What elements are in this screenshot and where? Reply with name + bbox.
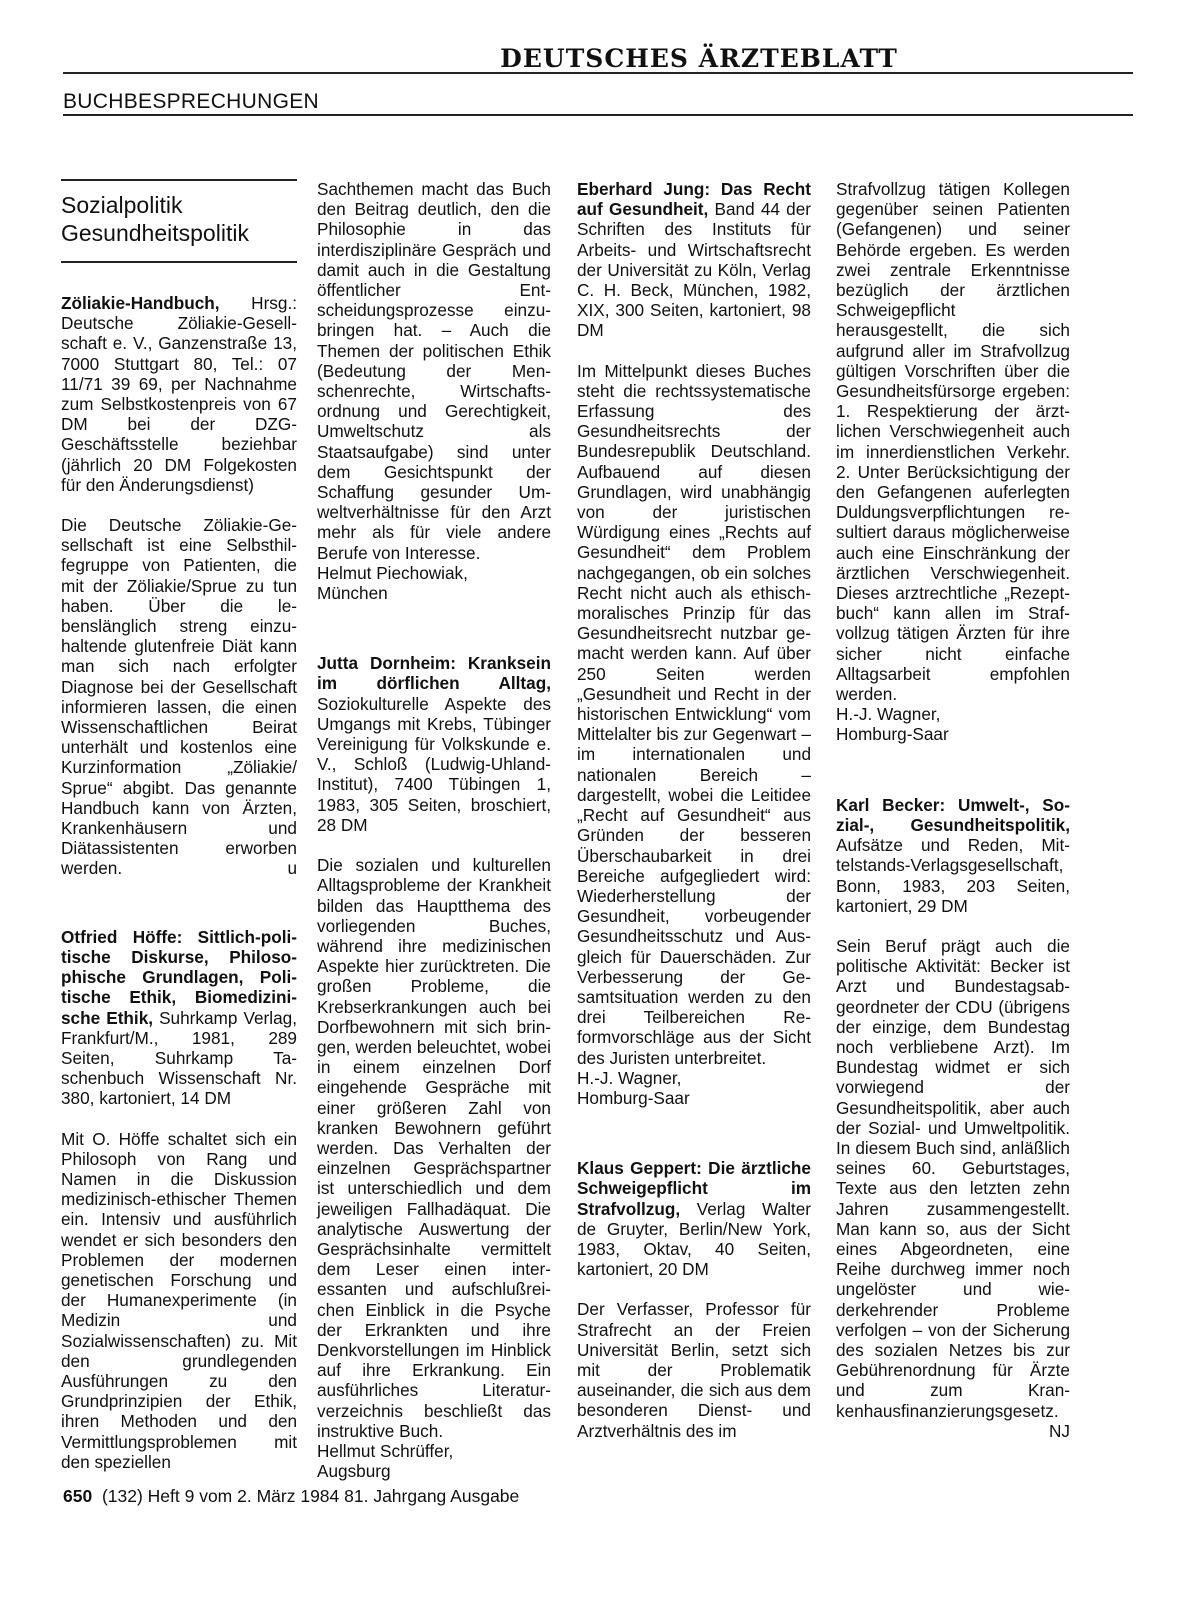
review-6-details: Aufsätze und Reden, Mittelstands-Verlagsgesellschaft, Bonn, 1983, 203 Seiten, kartoniert, 29 DM — [836, 835, 1070, 916]
page-number: 650 — [63, 1486, 93, 1506]
review-1-signature: u — [287, 858, 297, 879]
issue-info: (132) Heft 9 vom 2. März 1984 81. Jahrgang Ausgabe — [101, 1486, 520, 1506]
review-2-signature-name: Helmut Piechowiak, — [317, 562, 468, 583]
review-4-text: Im Mittelpunkt dieses Buches steht die rechtssystematische Erfassung des Gesundheitsrechts der Bundesrepublik Deutschland. Aufbauend auf diesen Grundlagen, wird unabhängig von der juristischen Würdigung eines „Rechts auf Gesundheit“ dem Problem nachgegangen, ob ein solches Recht nicht auch als ethisch-moralisches Prinzip für das Gesundheitsrecht nutzbar gemacht werden kann. Auf über 250 Seiten werden „Gesundheit und Recht in der historischen Entwicklung“ vom Mittelalter bis zur Gegenwart – im internationalen und nationalen Bereich – dargestellt, wobei die Leitidee „Recht auf Gesundheit“ aus Gründen der besseren Überschaubarkeit in drei Bereiche aufgegliedert wird: Wiederherstellung der Gesundheit, vorbeugender Gesundheitsschutz und Ausgleich für Dauerschäden. Zur Verbesserung der Gesamtsituation werden zu den drei Teilbereichen Reformvorschläge aus der Sicht des Juristen unterbreitet. — [577, 360, 811, 1068]
rubric-top-rule — [61, 179, 297, 181]
review-4-title: Eberhard Jung: Das Recht auf Gesundheit, — [577, 179, 811, 220]
review-1-title: Zöliakie-Handbuch, — [61, 293, 220, 313]
review-3-signature-place: Augsburg — [317, 1461, 391, 1482]
section-rule — [63, 114, 1133, 116]
review-3-text: Die sozialen und kulturellen Alltagsprobleme der Krankheit bilden das Hauptthema des vorliegenden Buches, während ihre medizinischen Aspekte hier zurücktreten. Die großen Probleme, die Krebserkrankungen auch bei Dorfbewohnern mit sich bringen, werden beleuchtet, wobei in einem einzelnen Dorf eingehende Gespräche mit einer größeren Zahl von kranken Bewohnern geführt werden. Das Verhalten der einzelnen Gesprächspartner ist unterschiedlich und dem jeweiligen Fallhadäquat. Die analytische Auswertung der Gesprächsinhalte vermittelt dem Leser einen interessanten und aufschlußreichen Einblick in die Psyche der Erkrankten und ihre Denkvorstellungen im Hinblick auf ihre Erkrankung. Ein ausführliches Literaturverzeichnis beschließt das instruktive Buch. — [317, 855, 551, 1441]
review-6-title: Karl Becker: Umwelt-, Sozial-, Gesundheitspolitik, — [836, 794, 1070, 835]
review-5-signature-name: H.-J. Wagner, — [836, 704, 941, 725]
rubric-line-2: Gesundheitspolitik — [61, 220, 249, 246]
rubric-heading — [61, 191, 297, 247]
review-3-signature — [317, 1441, 551, 1481]
review-4-bibliography — [577, 179, 811, 341]
review-3-details: Soziokulturelle Aspekte des Umgangs mit Krebs, Tübinger Vereinigung für Volkskunde e. V., Schloß (Ludwig-Uhland-Institut), 7400 Tübingen 1, 1983, 305 Seiten, broschiert, 28 DM — [317, 693, 551, 835]
review-5-title: Klaus Geppert: Die ärztliche Schweigepflicht im Strafvollzug, — [577, 1158, 811, 1219]
review-2-signature — [317, 563, 551, 603]
review-2-title: Otfried Höffe: Sittlich-politische Diskurse, Philosophische Grundlagen, Politische Ethik, Biomedizinische Ethik, — [61, 926, 297, 1028]
review-2-signature-place: München — [317, 583, 388, 604]
column-1 — [61, 179, 297, 1472]
review-4-signature-place: Homburg-Saar — [577, 1087, 690, 1108]
review-2-text-part-2: Sachthemen macht das Buch den Beitrag deutlich, den die Philosophie in das interdisziplinäre Gespräch und damit auch in die Gestaltung öffentlicher Entscheidungsprozesse einzubringen hat. – Auch die Themen der politischen Ethik (Bedeutung der Menschenrechte, Wirtschaftsordnung und Gerechtigkeit, Umweltschutz als Staatsaufgabe) sind unter dem Gesichtspunkt der Schaffung gesunder Umweltverhältnisse für den Arzt mehr als für viele andere Berufe von Interesse. — [317, 179, 551, 563]
review-6-bibliography — [836, 795, 1070, 916]
review-5-signature — [836, 704, 1070, 744]
review-5-bibliography — [577, 1158, 811, 1279]
review-1-text — [61, 515, 297, 879]
review-6-text — [836, 935, 1070, 1441]
review-1-details: Hrsg.: Deutsche Zöliakie-Gesellschaft e. V., Ganzenstraße 13, 7000 Stuttgart 80, Tel.: 07 11/71 39 69, per Nachnahme zum Selbstkostenpreis von 67 DM bei der DZG-Geschäftsstelle beziehbar (jährlich 20 DM Folgekosten für den Änderungsdienst) — [61, 293, 297, 495]
review-6-body: Sein Beruf prägt auch die politische Aktivität: Becker ist Arzt und Bundestagsabgeordneter der CDU (übrigens der einzige, dem Bundestag noch verbliebene Arzt). Im Bundestag widmet er sich vorwiegend der Gesundheitspolitik, aber auch der Sozial- und Umweltpolitik. In diesem Buch sind, anläßlich seines 60. Geburtstages, Texte aus den letzten zehn Jahren zusammengestellt. Man kann so, aus der Sicht eines Abgeordneten, eine Reihe durchweg immer noch ungelöster und wiederkehrender Probleme verfolgen – von der Sicherung des sozialen Netzes bis zur Gebührenordnung für Ärzte und zum Krankenhausfinanzierungsgesetz. — [836, 935, 1070, 1421]
masthead-rule — [63, 72, 1133, 74]
column-2 — [317, 179, 551, 1481]
page-footer — [63, 1486, 519, 1507]
column-3 — [577, 179, 811, 1441]
review-4-signature — [577, 1068, 811, 1108]
review-1-bibliography — [61, 293, 297, 495]
review-5-text-part-2: Strafvollzug tätigen Kollegen gegenüber seinen Patienten (Gefangenen) und seiner Behörde ergeben. Es werden zwei zentrale Erkenntnisse bezüglich der ärztlichen Schweigepflicht herausgestellt, die sich aufgrund aller im Strafvollzug gültigen Vorschriften über die Gesundheitsfürsorge ergeben: 1. Respektierung der ärztlichen Verschwiegenheit auch im innerdienstlichen Verkehr. 2. Unter Berücksichtigung der den Gefangenen auferlegten Duldungsverpflichtungen resultiert daraus möglicherweise auch eine Einschränkung der ärztlichen Verschwiegenheit. Dieses arztrechtliche „Rezeptbuch“ kann allen im Strafvollzug tätigen Ärzten für ihre sicher nicht einfache Alltagsarbeit empfohlen werden. — [836, 179, 1070, 705]
review-4-signature-name: H.-J. Wagner, — [577, 1067, 682, 1088]
review-5-details: Verlag Walter de Gruyter, Berlin/New York, 1983, Oktav, 40 Seiten, kartoniert, 20 DM — [577, 1198, 811, 1280]
review-4-details: Band 44 der Schriften des Instituts für Arbeits- und Wirtschaftsrecht der Universität zu Köln, Verlag C. H. Beck, München, 1982, XIX, 300 Seiten, kartoniert, 98 DM — [577, 199, 811, 341]
review-1-body: Die Deutsche Zöliakie-Gesellschaft ist eine Selbsthilfegruppe von Patienten, die mit der Zöliakie/Sprue zu tun haben. Über die lebenslänglich streng einzuhaltende glutenfreie Diät kann man sich nach erfolgter Diagnose bei der Gesellschaft informieren lassen, die einen Wissenschaftlichen Beirat unterhält und kostenlos eine Kurzinformation „Zöliakie/ Sprue“ abgibt. Das genannte Handbuch kann von Ärzten, Krankenhäusern und Diätassistenten erworben werden. — [61, 515, 297, 879]
review-2-details: Suhrkamp Verlag, Frankfurt/M., 1981, 289 Seiten, Suhrkamp Taschenbuch Wissenschaft Nr. 380, kartoniert, 14 DM — [61, 1007, 297, 1109]
review-2-text-part-1: Mit O. Höffe schaltet sich ein Philosoph von Rang und Namen in die Diskussion medizinisch-ethischer Themen ein. Intensiv und ausführlich wendet er sich besonders den Problemen der modernen genetischen Forschung und der Humanexperimente (in Medizin und Sozialwissenschaften) zu. Mit den grundlegenden Ausführungen zu den Grundprinzipien der Ethik, ihren Methoden und den Vermittlungsproblemen mit den speziellen — [61, 1128, 297, 1472]
rubric-bottom-rule — [61, 261, 297, 263]
review-3-signature-name: Hellmut Schrüffer, — [317, 1440, 454, 1461]
review-6-signature: NJ — [1048, 1420, 1070, 1441]
review-2-bibliography — [61, 927, 297, 1109]
review-3-bibliography — [317, 653, 551, 835]
review-5-text-part-1: Der Verfasser, Professor für Strafrecht an der Freien Universität Berlin, setzt sich mit der Problematik auseinander, die sich aus dem besonderen Dienst- und Arztverhältnis des im — [577, 1299, 811, 1441]
review-3-title: Jutta Dornheim: Kranksein im dörflichen Alltag, — [317, 653, 551, 694]
masthead — [0, 44, 1178, 73]
rubric-line-1: Sozialpolitik — [61, 192, 183, 218]
masthead-title: DEUTSCHES ÄRZTEBLATT — [500, 44, 898, 73]
column-4 — [836, 179, 1070, 1441]
section-heading: BUCHBESPRECHUNGEN — [63, 90, 319, 113]
review-5-signature-place: Homburg-Saar — [836, 724, 949, 745]
